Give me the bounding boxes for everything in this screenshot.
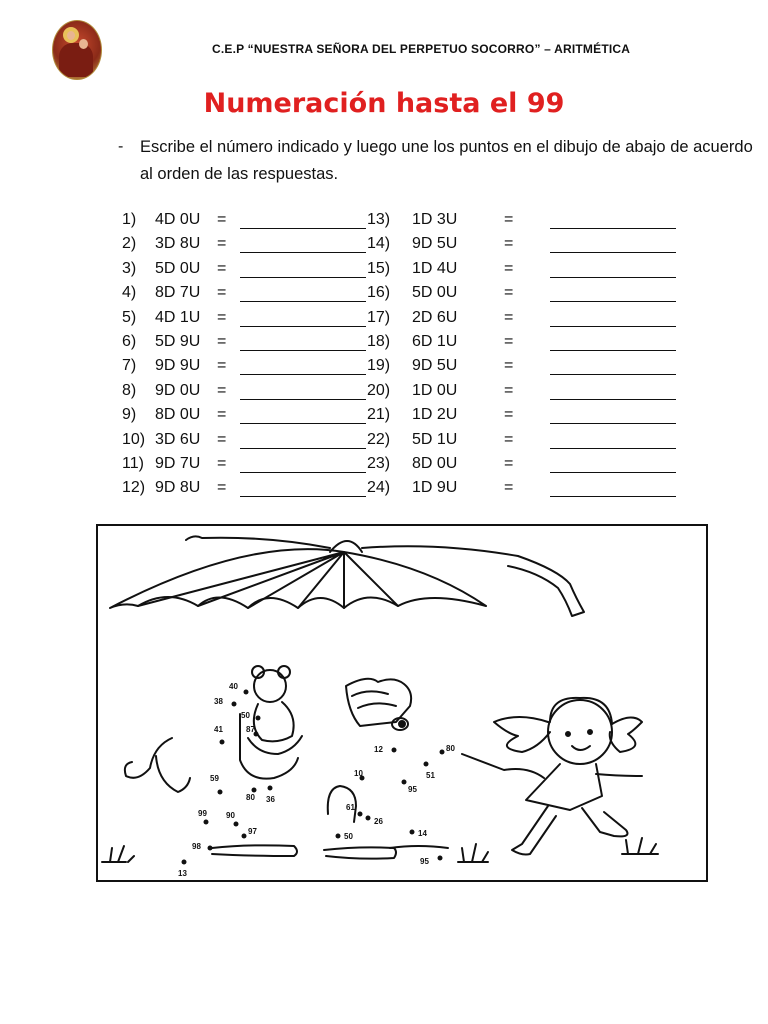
exercise-number: 16) <box>367 284 391 302</box>
answer-blank[interactable] <box>550 423 676 424</box>
exercise-row <box>0 333 768 357</box>
equals-sign: = <box>504 235 514 253</box>
answer-blank[interactable] <box>550 252 676 253</box>
equals-sign: = <box>217 211 227 228</box>
exercise-expression: 9D 0U <box>155 381 201 399</box>
exercise-number: 6) <box>122 333 137 350</box>
exercise-number: 12) <box>122 479 146 497</box>
dot-label: 38 <box>214 697 223 706</box>
exercise-number: 23) <box>367 455 391 472</box>
answer-blank[interactable] <box>550 448 676 449</box>
answer-blank[interactable] <box>550 374 676 375</box>
numbered-dots <box>178 682 455 878</box>
equals-sign: = <box>504 479 514 497</box>
exercise-row <box>0 431 768 455</box>
child-face-shape <box>79 39 88 49</box>
exercise-expression: 4D 1U <box>155 308 201 326</box>
dot-label: 50 <box>241 711 250 720</box>
exercise-expression: 1D 2U <box>412 406 458 424</box>
exercise-row <box>0 235 768 259</box>
equals-sign: = <box>504 211 514 228</box>
exercise-expression: 4D 0U <box>155 211 201 228</box>
dot-label: 26 <box>374 817 383 826</box>
answer-blank[interactable] <box>550 399 676 400</box>
equals-sign: = <box>217 308 227 326</box>
exercise-expression: 5D 0U <box>155 259 201 277</box>
exercise-number: 18) <box>367 333 391 350</box>
exercise-number: 3) <box>122 259 137 277</box>
answer-blank[interactable] <box>550 350 676 351</box>
equals-sign: = <box>217 479 227 497</box>
umbrella-drawing <box>110 536 584 616</box>
exercise-row <box>0 284 768 308</box>
equals-sign: = <box>504 284 514 302</box>
dot-label: 59 <box>210 774 219 783</box>
dot-label: 51 <box>426 771 435 780</box>
exercise-number: 9) <box>122 406 137 424</box>
equals-sign: = <box>217 357 227 375</box>
exercise-number: 2) <box>122 235 137 253</box>
equals-sign: = <box>217 284 227 302</box>
school-header: C.E.P “NUESTRA SEÑORA DEL PERPETUO SOCORRO” – ARITMÉTICA <box>212 42 631 56</box>
girl-drawing <box>462 698 642 855</box>
exercise-number: 20) <box>367 381 391 399</box>
robe-shape <box>59 43 93 77</box>
equals-sign: = <box>504 259 514 277</box>
dot-label: 13 <box>178 869 187 878</box>
exercise-row <box>0 357 768 381</box>
exercise-expression: 1D 3U <box>412 211 458 228</box>
exercise-number: 11) <box>122 455 144 472</box>
equals-sign: = <box>504 381 514 399</box>
horse-and-bear-drawing <box>125 666 448 859</box>
exercise-expression: 1D 4U <box>412 259 458 277</box>
equals-sign: = <box>217 455 227 472</box>
equals-sign: = <box>504 455 514 472</box>
instruction-dash: - <box>118 138 124 155</box>
equals-sign: = <box>504 333 514 350</box>
dot-label: 95 <box>420 857 429 866</box>
exercise-expression: 1D 0U <box>412 381 458 399</box>
exercise-number: 22) <box>367 430 391 448</box>
equals-sign: = <box>217 235 227 253</box>
exercise-number: 5) <box>122 308 137 326</box>
exercise-expression: 8D 0U <box>155 406 201 424</box>
instruction-text: Escribe el número indicado y luego une los puntos en el dibujo de abajo de acuerdo al orden de las respuestas. <box>140 138 753 183</box>
exercise-number: 13) <box>367 211 391 228</box>
answer-blank[interactable] <box>550 496 676 497</box>
exercise-number: 8) <box>122 381 137 399</box>
equals-sign: = <box>217 333 227 350</box>
exercise-expression: 8D 7U <box>155 284 201 302</box>
exercise-number: 15) <box>367 259 391 277</box>
dot-label: 95 <box>408 785 417 794</box>
equals-sign: = <box>217 381 227 399</box>
exercise-expression: 5D 9U <box>155 333 201 350</box>
exercise-row <box>0 382 768 406</box>
exercise-number: 4) <box>122 284 137 302</box>
answer-blank[interactable] <box>550 472 676 473</box>
answer-blank[interactable] <box>550 326 676 327</box>
dot-label: 36 <box>266 795 275 804</box>
exercise-number: 7) <box>122 357 137 375</box>
dot-to-dot-picture <box>96 524 708 882</box>
exercise-expression: 3D 6U <box>155 430 201 448</box>
dot-label: 87 <box>246 725 255 734</box>
equals-sign: = <box>504 308 514 326</box>
dot-label: 80 <box>246 793 255 802</box>
equals-sign: = <box>504 430 514 448</box>
dot-label: 50 <box>344 832 353 841</box>
exercise-number: 10) <box>122 430 146 448</box>
exercise-expression: 1D 9U <box>412 479 458 497</box>
school-logo <box>52 20 102 80</box>
exercise-expression: 6D 1U <box>412 333 458 350</box>
dot-label: 90 <box>226 811 235 820</box>
answer-blank[interactable] <box>550 301 676 302</box>
equals-sign: = <box>217 406 227 424</box>
equals-sign: = <box>504 357 514 375</box>
exercise-number: 17) <box>367 308 391 326</box>
exercise-expression: 9D 5U <box>412 357 458 375</box>
dot-label: 14 <box>418 829 427 838</box>
exercise-expression: 5D 1U <box>412 430 458 448</box>
exercise-number: 14) <box>367 235 391 253</box>
exercise-number: 19) <box>367 357 391 375</box>
dot-label: 41 <box>214 725 223 734</box>
exercise-row <box>0 479 768 503</box>
dot-label: 61 <box>346 803 355 812</box>
dot-label: 80 <box>446 744 455 753</box>
dot-label: 10 <box>354 769 363 778</box>
dot-label: 98 <box>192 842 201 851</box>
exercise-expression: 9D 7U <box>155 455 201 472</box>
answer-blank[interactable] <box>550 277 676 278</box>
answer-blank[interactable] <box>550 228 676 229</box>
face-shape <box>67 31 75 40</box>
dot-label: 99 <box>198 809 207 818</box>
exercise-row <box>0 260 768 284</box>
exercise-expression: 8D 0U <box>412 455 458 472</box>
exercise-number: 21) <box>367 406 391 424</box>
exercise-row <box>0 309 768 333</box>
worksheet-title: Numeración hasta el 99 <box>203 88 565 119</box>
exercise-expression: 9D 5U <box>412 235 458 253</box>
dot-label: 97 <box>248 827 257 836</box>
exercise-expression: 9D 8U <box>155 479 201 497</box>
dot-to-dot-drawing <box>98 526 706 880</box>
exercise-number: 24) <box>367 479 391 497</box>
exercise-row <box>0 406 768 430</box>
exercise-row <box>0 455 768 479</box>
equals-sign: = <box>217 259 227 277</box>
exercise-expression: 3D 8U <box>155 235 201 253</box>
exercise-expression: 2D 6U <box>412 308 458 326</box>
equals-sign: = <box>217 430 227 448</box>
exercise-expression: 9D 9U <box>155 357 201 375</box>
exercise-number: 1) <box>122 211 137 228</box>
dot-label: 12 <box>374 745 383 754</box>
exercise-expression: 5D 0U <box>412 284 458 302</box>
equals-sign: = <box>504 406 514 424</box>
dot-label: 40 <box>229 682 238 691</box>
exercise-row <box>0 211 768 235</box>
